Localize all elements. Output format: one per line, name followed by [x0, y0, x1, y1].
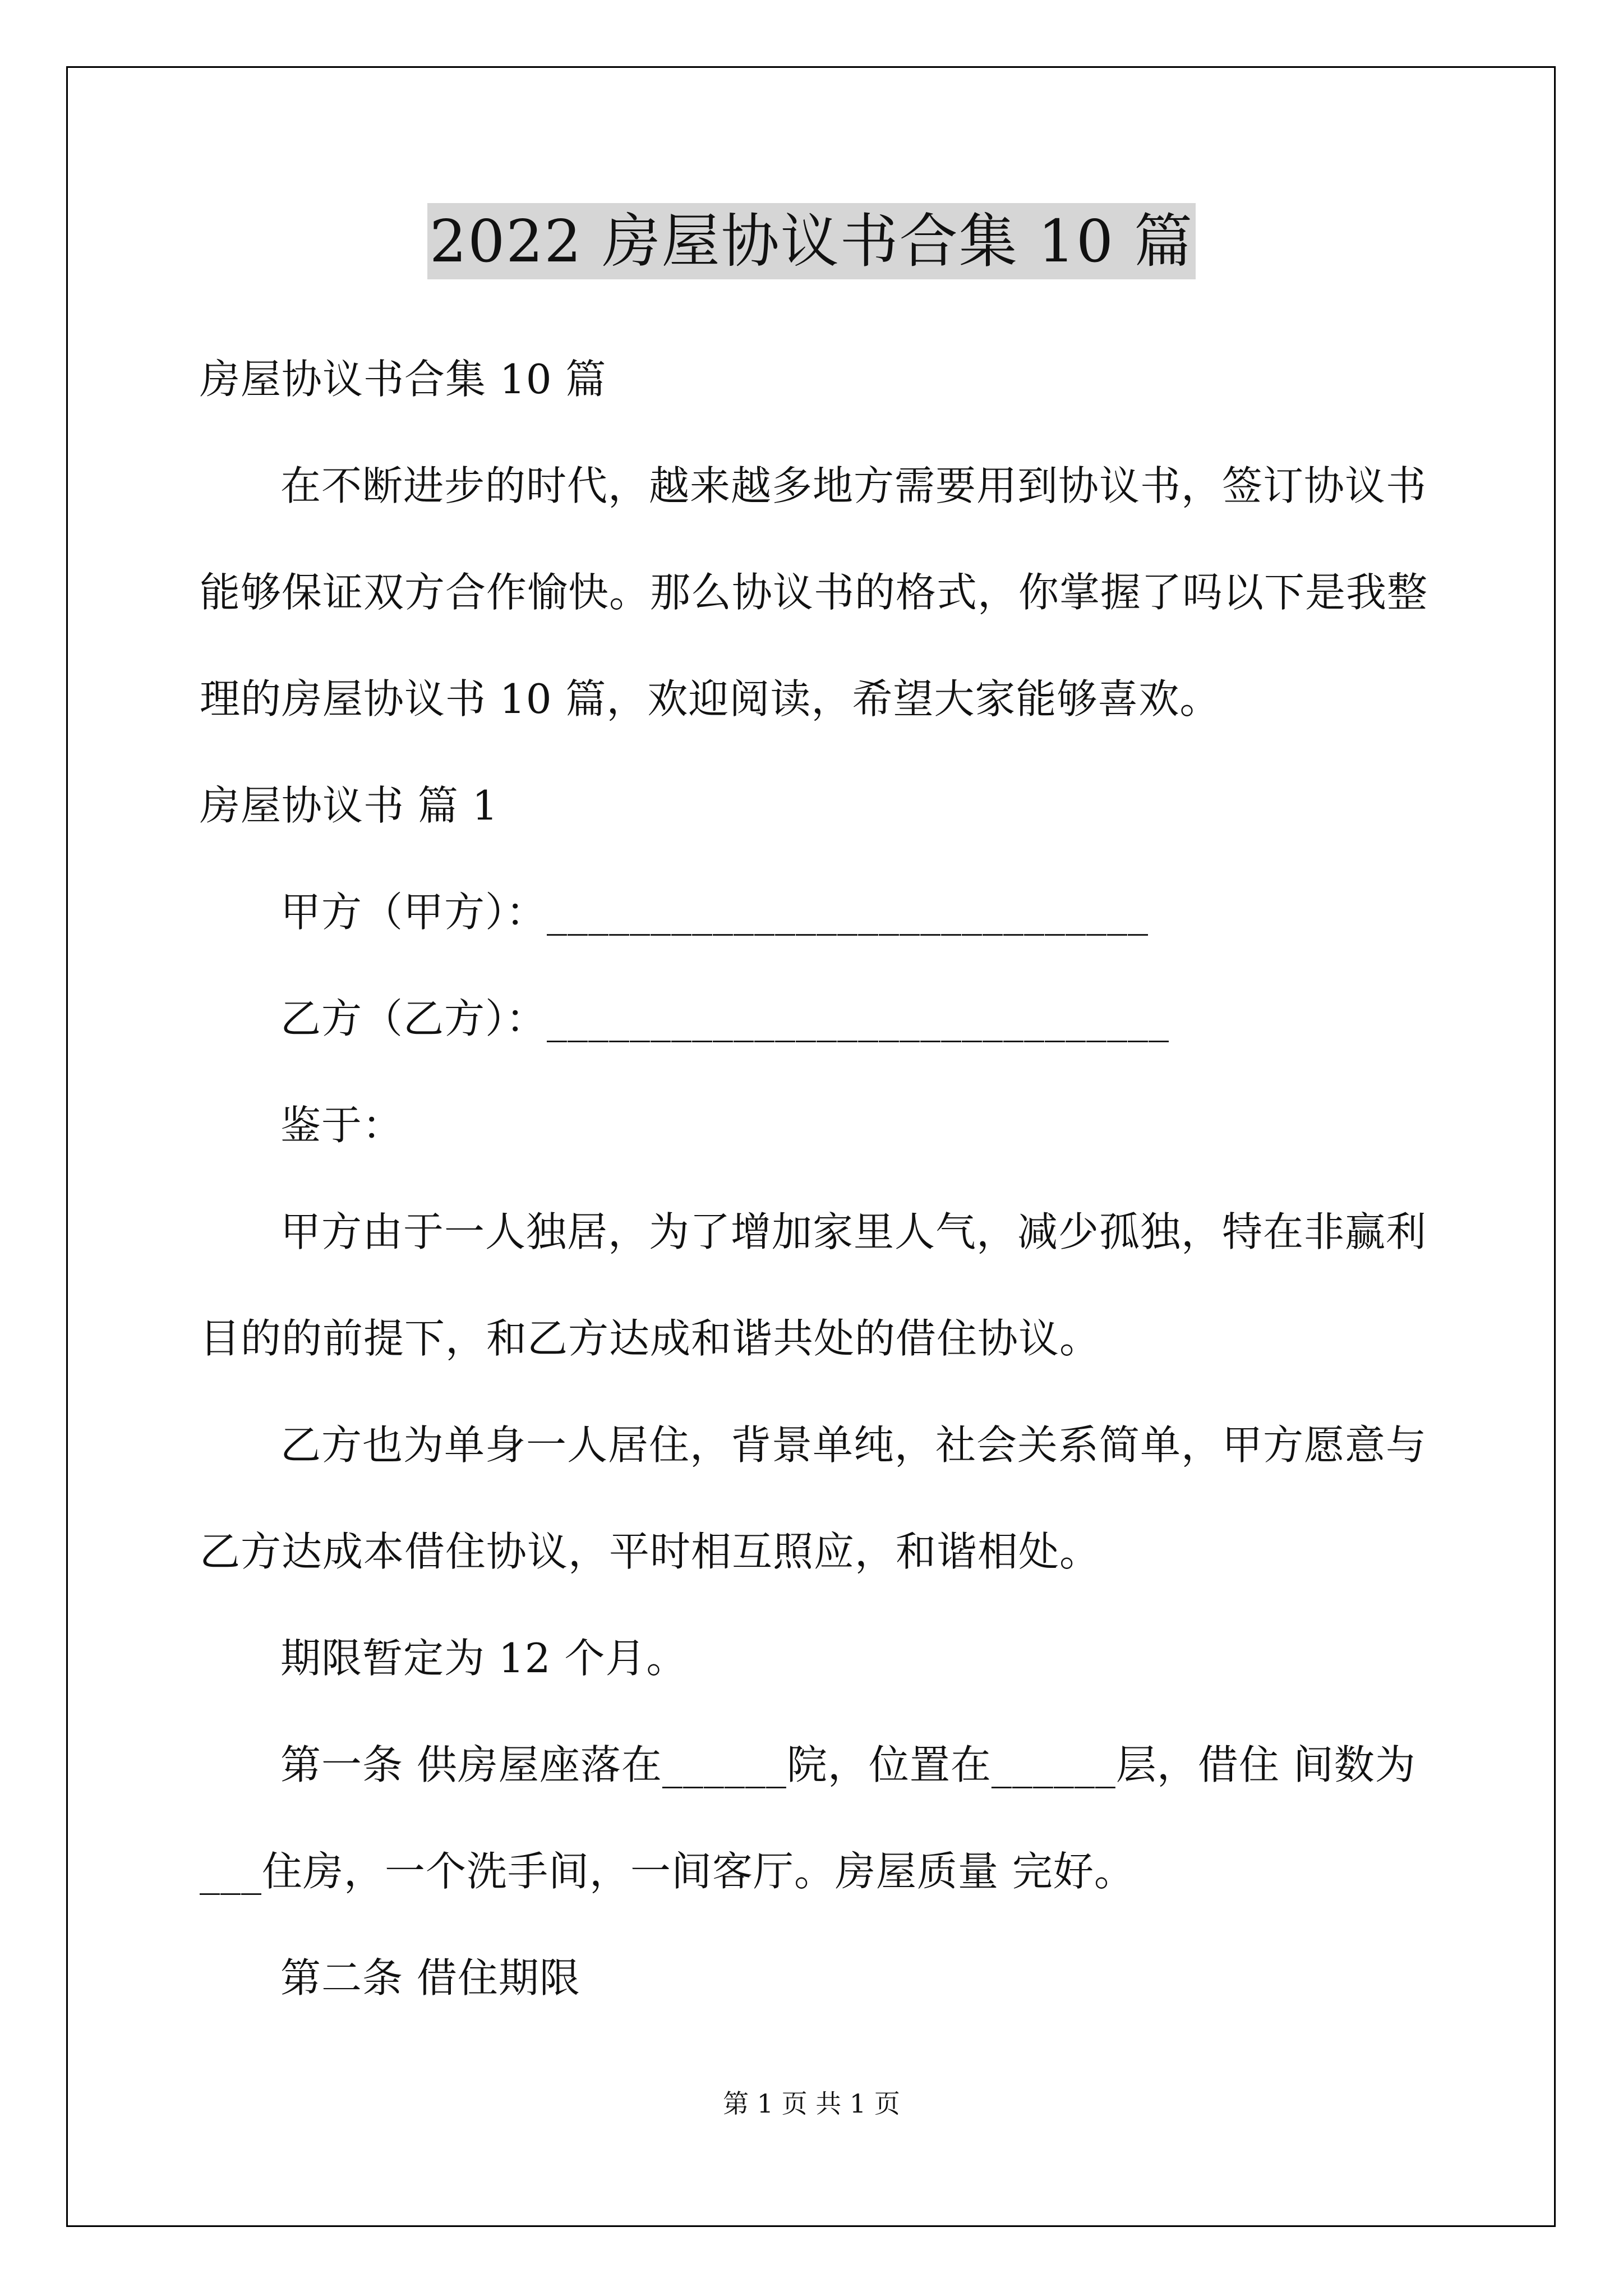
term-line: 期限暂定为 12 个月。 [280, 1635, 688, 1682]
paragraph-line: 目的的前提下，和乙方达成和谐共处的借住协议。 [200, 1315, 1101, 1362]
paragraph-line: 能够保证双方合作愉快。那么协议书的格式，你掌握了吗以下是我整 [200, 569, 1428, 616]
paragraph-line: 甲方由于一人独居，为了增加家里人气，减少孤独，特在非赢利 [280, 1208, 1427, 1255]
article-two-heading: 第二条 借住期限 [280, 1954, 580, 2001]
paragraph-line: 乙方也为单身一人居住，背景单纯，社会关系简单，甲方愿意与 [280, 1421, 1427, 1469]
page-footer: 第 1 页 共 1 页 [723, 2088, 900, 2119]
party-b-line: 乙方（乙方）：______________________________ [280, 995, 1170, 1042]
paragraph-line: 乙方达成本借住协议，平时相互照应，和谐相处。 [200, 1528, 1101, 1575]
document-title: 2022 房屋协议书合集 10 篇 [427, 203, 1196, 279]
title-container [0, 203, 1623, 279]
party-a-line: 甲方（甲方）：_____________________________ [280, 889, 1149, 936]
whereas-line: 鉴于： [280, 1102, 404, 1149]
article-one-continuation: ___住房，一个洗手间，一间客厅。房屋质量 完好。 [200, 1848, 1135, 1895]
section-heading: 房屋协议书 篇 1 [200, 782, 499, 829]
subtitle-line: 房屋协议书合集 10 篇 [200, 356, 607, 403]
paragraph-line: 在不断进步的时代，越来越多地方需要用到协议书，签订协议书 [280, 462, 1427, 509]
article-one-line: 第一条 供房屋座落在______院，位置在______层，借住 间数为 [280, 1741, 1416, 1788]
paragraph-line: 理的房屋协议书 10 篇，欢迎阅读，希望大家能够喜欢。 [200, 675, 1221, 723]
